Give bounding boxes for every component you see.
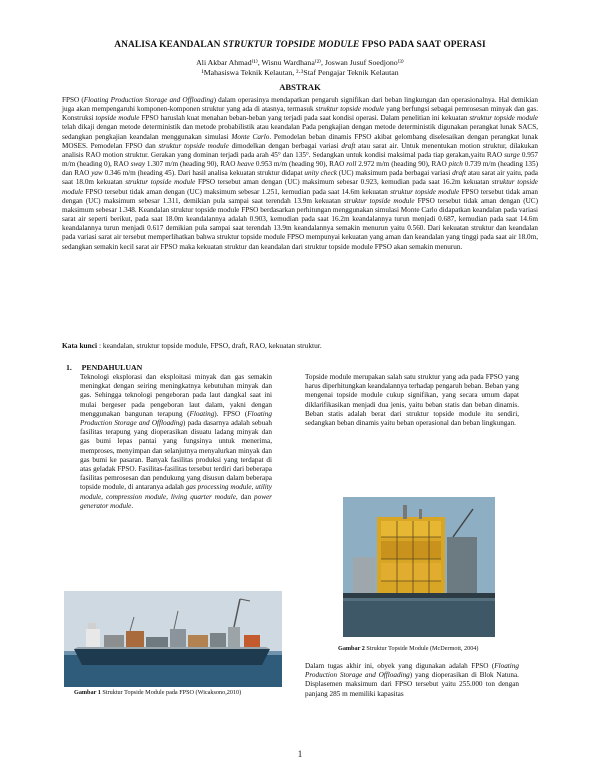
text-run: struktur topside module	[315, 105, 385, 114]
figure-2-topside-image	[343, 497, 495, 637]
section-number: 1.	[66, 363, 72, 372]
text-run: FPSO (	[62, 96, 84, 104]
text-run: dimodelkan dengan berbagai variasi	[228, 141, 342, 150]
text-run: struktur topside module	[62, 178, 538, 196]
text-run: pitch	[448, 160, 463, 169]
text-run: ) pada dasarnya adalah sebuah fasilitas terapung yang dioperasikan disuatu ladang minyak dan gas bumi lepas pantai yang fungsinya untuk menerima, memproses, menyimpan dan selanjutnya menyalurkan minyak dan gas bumi ke pasaran. Banyak fasilitas produksi yang terdapat di atas geladak FPSO. Fasilitas-fasilitas tersebut terdiri dari beberapa fasilitas pemrosesan dan pendukung yang disusun dalam beberapa topside module, di antaranya adalah	[80, 419, 272, 492]
text-run: 0.346 m/m (heading 45). Dari hasil analisa kekuatan struktur didapat	[102, 169, 305, 178]
text-run: . Pemodelan beban dinamis FPSO akibat gelombang diselesaikan dengan perangkat lunak MOSES. Pemodelan FPSO dan	[62, 132, 538, 150]
text-run: (UC) maksimum pada berbagai variasi	[336, 169, 453, 178]
keywords	[62, 341, 538, 350]
text-run: FPSO tersebut tidak aman dengan (UC) maksimum sebesar 1.311, demikian pula sampai saat terendah 13.9m kekuatan	[62, 187, 538, 205]
text-run: Floating	[189, 409, 215, 418]
text-run: Teknologi eksplorasi dan eksploitasi minyak dan gas semakin meningkat dengan seiring meningkatnya kebutuhan minyak dan gas. Sehingga teknologi pengeboran pada laut dangkal saat ini mulai bergeser pada pengeboran laut dalam, yakni dengan menggunakan bangunan terapung (	[80, 373, 272, 418]
text-run: Monte Carlo	[231, 132, 270, 141]
text-run: topside module	[95, 114, 140, 123]
text-run: FPSO haruslah kuat menahan beban-beban yang terjadi pada saat kondisi operasi. Dalam penelitian ini kekuatan	[139, 114, 470, 123]
text-run: atau sarat air yaitu, pada saat 18.0m kekuatan	[62, 169, 538, 187]
text-run: 1.307 m/m (heading 90), RAO	[145, 160, 238, 169]
figure-1-caption: Gambar 1 Struktur Topside Module pada FPSO (Wicaksono,2010)	[74, 689, 242, 696]
text-run: draft	[341, 141, 356, 150]
affiliation: ¹Mahasiswa Teknik Kelautan, ²·³Staf Pengajar Teknik Kelautan	[201, 68, 399, 77]
text-run: FPSO tersebut tidak aman dengan (UC) maksimum sebesar 1.251, kemudian pada saat 14.6m kekuatan	[83, 187, 391, 196]
text-run: struktur topside module	[469, 114, 539, 123]
intro-right-column	[305, 373, 519, 428]
text-run: Floating Production Storage and Offloading	[83, 96, 214, 104]
text-run: Topside module merupakan salah satu struktur yang ada pada FPSO yang harus diperhitungkan keandalannya terhadap pengaruh beban. Beban yang mengenai topside module cukup signifikan, yang secara umum dapat diklarifikasikan menjadi dua jenis, yaitu beban statis dan beban dinamis. Beban statis adalah berat dari struktur topside module itu sendiri, sedangkan beban dinamis yaitu beban operasional dan beban lingkungan.	[305, 373, 519, 428]
text-run: Floating Production Storage and Offloading	[305, 662, 519, 680]
text-run: telah dikaji dengan metode deterministik dan metode probabilistik atau keandalan Pada pengkajian dengan metode deterministik digunakan perangkat lunak SACS, sedangkan pengkajian keandalan menggunakan simulasi	[62, 123, 538, 141]
text-run: atau sarat air. Untuk menentukan motion struktur, dilakukan analisis RAO motion struktur. Gerakan yang dominan terjadi pada arah 45° dan 135°. Sedangkan untuk kondisi maksimal pada tiap gerakan,yaitu RAO	[62, 141, 538, 159]
text-run: draft	[452, 169, 467, 178]
text-run: struktur topside module	[125, 178, 196, 187]
text-run: roll	[346, 160, 357, 169]
section-heading	[66, 363, 142, 372]
figure-1-fpso-image	[64, 591, 282, 687]
text-run: ) yang dioperasikan di Blok Natuna. Displasemen maksimum dari FPSO tersebut yaitu 255.000 ton dengan panjang 285 m memiliki kapasitas	[305, 671, 519, 698]
text-run: 0.953 m/m (heading 90), RAO	[254, 160, 347, 169]
text-run: surge	[504, 150, 520, 159]
text-run: sway	[130, 160, 146, 169]
text-run: ). FPSO (	[214, 409, 248, 418]
text-run: struktur topside module	[390, 187, 460, 196]
text-run: struktur topside module	[158, 141, 229, 150]
abstract-text	[62, 96, 538, 252]
text-run: gas processing module, utility module, compression module, living quarter module	[80, 483, 272, 501]
page-number: 1	[297, 749, 303, 759]
text-run: FPSO tersebut tidak aman dengan (UC) maksimum sebesar 1.348. Keandalan struktur topside module FPSO berdasarkan perhitungan menggunakan simulasi Monte Carlo didapatkan keandalan pada variasi sarat air seperti berikut, pada saat 18.0m keandalannya adalah 0.903, kemudian pada saat 16.2m keandalannya turun menjadi 0.687, kemudian pada saat 14.6m keandalannya turun menjadi 0.617 demikian pula sampai saat terendah 13.9m keandalannya semakin menurun yaitu 0.560. Dari kekuatan struktur dan keandalan pada variasi sarat air tersebut memperlihatkan bahwa struktur topside module FPSO mempunyai kekuatan yang aman dan keandalan yang tinggi pada saat air 18.0m, sedangkan semakin kecil sarat air FPSO maka kekuatan struktur dan keandalan dari struktur topside module FPSO akan semakin menurun.	[62, 196, 538, 251]
text-run: 2.972 m/m (heading 90), RAO	[356, 160, 449, 169]
text-run: unity check	[304, 169, 337, 178]
text-run: Floating Production Storage and Offloading	[80, 409, 272, 428]
text-run: power generator module	[80, 492, 272, 510]
text-run: 0.739 m/m (heading 135) dan RAO	[62, 160, 538, 178]
paper-title: ANALISA KEANDALAN STRUKTUR TOPSIDE MODULE FPSO PADA SAAT OPERASI	[114, 40, 486, 50]
text-run: heave	[237, 160, 255, 169]
text-run: , dan	[235, 492, 255, 501]
abstract-heading: ABSTRAK	[279, 82, 321, 92]
authors: Ali Akbar Ahmad⁽¹⁾, Wisnu Wardhana⁽²⁾, Joswan Jusuf Soedjono⁽³⁾	[196, 58, 404, 67]
text-run: ) dalam operasinya mendapatkan pengaruh signifikan dari beban lingkungan dan operasionalnya. Hal demikian juga akan mempengaruhi komponen-komponen struktur yang ada di atasnya, termasuk	[62, 96, 538, 114]
text-run: Dalam tugas akhir ini, obyek yang digunakan adalah FPSO (	[305, 662, 495, 670]
section-title: PENDAHULUAN	[81, 363, 143, 372]
text-run: 0.957 m/m (heading 0), RAO	[62, 150, 539, 169]
text-run: struktur topside module	[343, 196, 415, 205]
figure-2-caption: Gambar 2 Struktur Topside Module (McDermott, 2004)	[338, 645, 479, 652]
text-run: FPSO tersebut aman dengan (UC) maksimum sebesar 0.923, kemudian pada saat 16.2m kekuatan	[195, 178, 492, 187]
text-run: .	[131, 501, 134, 510]
intro-left-column	[80, 373, 272, 511]
intro-right-column-continued	[305, 662, 519, 699]
keywords-text: : keandalan, struktur topside module, FPSO, draft, RAO, kekuatan struktur.	[97, 341, 322, 350]
text-run: yaw	[91, 169, 103, 178]
text-run: yang berfungsi sebagai pemrosesan minyak dan gas. Konstruksi	[62, 105, 538, 123]
keywords-label: Kata kunci	[62, 341, 98, 350]
